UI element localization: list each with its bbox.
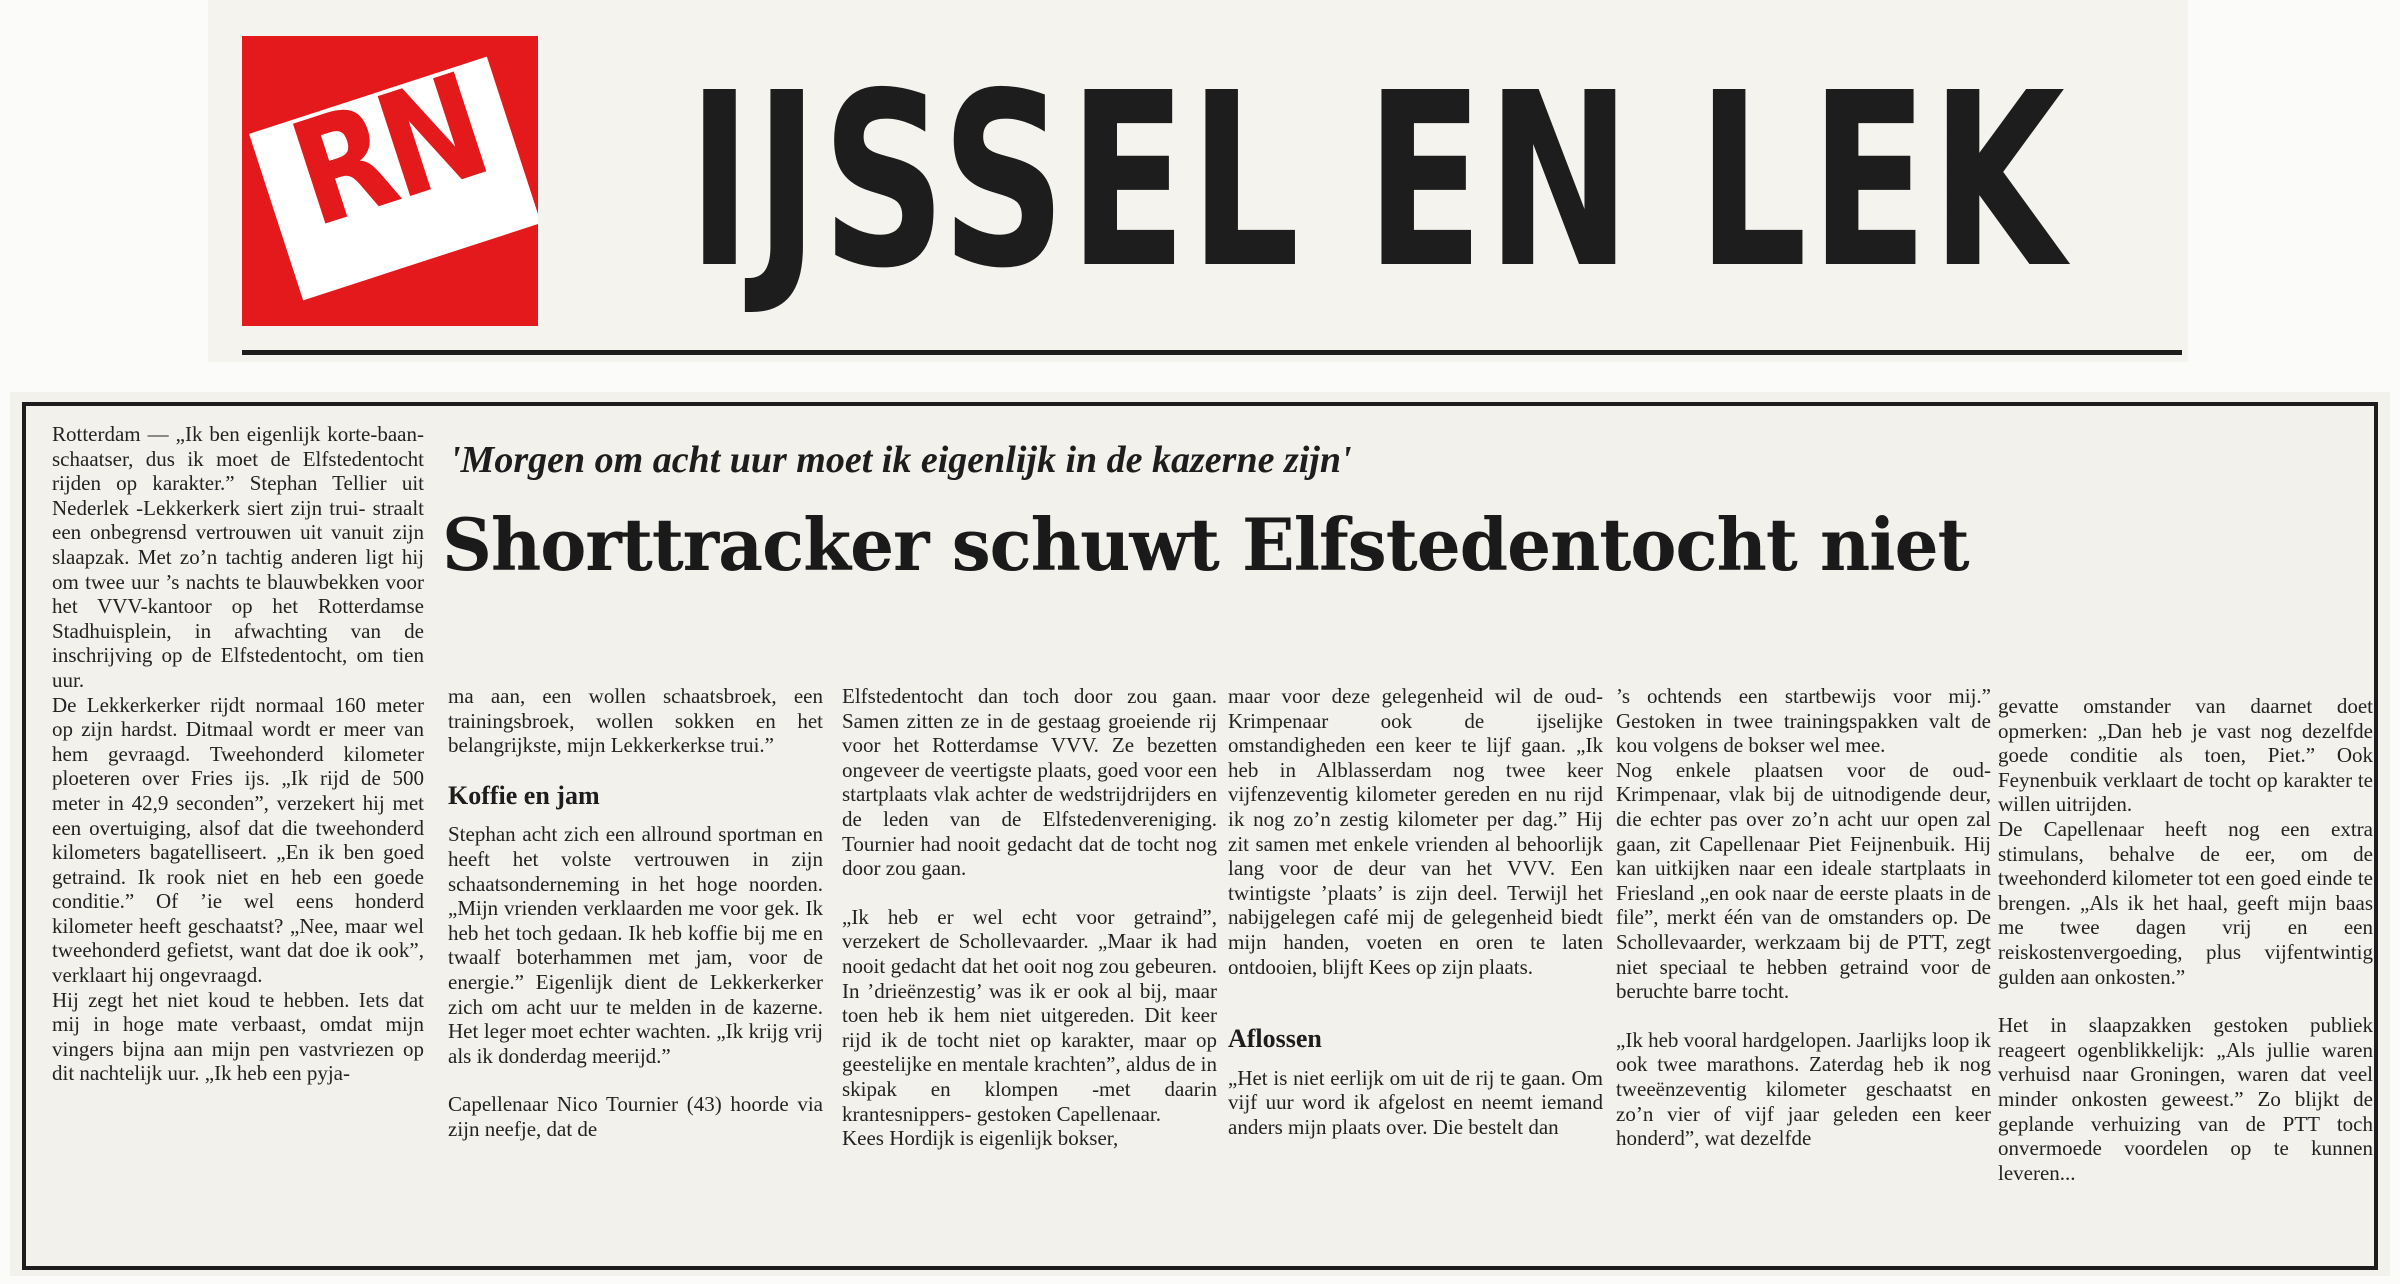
article-paragraph: Kees Hordijk is eigenlijk bokser, <box>842 1126 1119 1151</box>
article-subhead: Koffie en jam <box>448 780 600 810</box>
article-subhead: Aflossen <box>1228 1024 1322 1054</box>
article-paragraph: maar voor deze gelegenheid wil de oud-Krimpenaar ook de ijselijke omstandigheden een keer te lijf gaan. „Ik heb in Alblasserdam nog twee keer vijfenzeventig kilometer gereden en nu rijd ik nog zo’n zestig kilometer per dag.” Hij zit samen met enkele vrienden al behoorlijk lang voor de deur van het VVV. Een twintigste ’plaats’ is zijn deel. Terwijl het nabijgelegen café mij de gelegenheid biedt mijn handen, voeten en oren te laten ontdooien, blijft Kees op zijn plaats. <box>1228 684 1603 979</box>
article-column-intro <box>52 422 424 1086</box>
paragraph-gap <box>1616 1004 1991 1028</box>
article-clipping <box>10 392 2390 1276</box>
article-paragraph: „Ik heb er wel echt voor getraind”, verzekert de Schollevaarder. „Maar ik had nooit gedacht dat het ooit nog zou gebeuren. In ’drieënzestig’ was ik er ook al bij, maar toen heb ik hem niet uitgereden. Dit keer rijd ik de tocht niet op karakter, maar op geestelijke en mentale krachten”, aldus de in skipak en klompen -met daarin krantesnippers- gestoken Capellenaar. <box>842 904 1217 1126</box>
masthead <box>208 0 2188 362</box>
paragraph-gap <box>448 1068 823 1092</box>
article-column-3 <box>842 684 1217 1151</box>
article-paragraph: „Ik heb vooral hardgelopen. Jaarlijks loop ik ook twee marathons. Zaterdag heb ik nog tweeënzeventig kilometer geschaatst en zo’n vier of vijf jaar geleden een keer honderd”, wat dezelfde <box>1616 1027 1991 1151</box>
article-column-5 <box>1616 684 1991 1151</box>
article-paragraph: Het in slaapzakken gestoken publiek reageert ogenblikkelijk: „Als jullie waren verhuisd naar Groningen, waren dat veel minder onkosten geweest.” Zo blijkt de geplande verhuizing van de PTT toch onvermoede voordelen op te kunnen leveren... <box>1998 1013 2373 1185</box>
article-headline <box>442 502 2362 587</box>
article-paragraph: Hij zegt het niet koud te hebben. Iets dat mij in hoge mate verbaast, omdat mijn vingers bijna aan mijn pen vastvriezen op dit nachtelijk uur. „Ik heb een pyja- <box>52 987 424 1086</box>
paragraph-gap <box>1998 989 2373 1013</box>
paragraph-gap <box>842 881 1217 905</box>
article-column-2 <box>448 684 823 1142</box>
masthead-title <box>568 0 2188 362</box>
article-column-4 <box>1228 684 1603 1140</box>
masthead-rule <box>242 350 2182 355</box>
article-paragraph: Nog enkele plaatsen voor de oud-Krimpenaar, vlak bij de uitnodigende deur, die echter pas over zo’n acht uur open zal gaan, zit Capellenaar Piet Feijnenbuik. Hij kan uitkijken naar een ideale startplaats in Friesland „en ook naar de eerste plaats in de file”, merkt één van de omstanders op. De Schollevaarder, werkzaam bij de PTT, zegt niet speciaal te hebben getraind voor de beruchte barre tocht. <box>1616 757 1991 1004</box>
article-paragraph: „Het is niet eerlijk om uit de rij te gaan. Om vijf uur word ik afgelost en neemt iemand anders mijn plaats over. Die bestelt dan <box>1228 1065 1603 1139</box>
article-paragraph: De Capellenaar heeft nog een extra stimulans, behalve de eer, om de tweehonderd kilometer tot een goed einde te brengen. „Als ik het haal, geeft mijn baas me twee dagen vrij en een reiskostenvergoeding, plus vijfentwintig gulden aan onkosten.” <box>1998 816 2373 989</box>
article-paragraph: ma aan, een wollen schaatsbroek, een trainingsbroek, wollen sokken en het belangrijkste, mijn Lekkerkerkse trui.” <box>448 684 823 758</box>
article-kicker: 'Morgen om acht uur moet ik eigenlijk in de kazerne zijn' <box>450 439 1352 481</box>
article-paragraph: Rotterdam — „Ik ben eigenlijk korte-baan-schaatser, dus ik moet de Elfstedentocht rijden op karakter.” Stephan Tellier uit Nederlek -Lekkerkerk siert zijn trui- straalt een onbegrensd vertrouwen uit vanuit zijn slaapzak. Met zo’n tachtig anderen ligt hij om twee uur ’s nachts te blauwbekken voor het VVV-kantoor op het Rotterdamse Stadhuisplein, in afwachting van de inschrijving op de Elfstedentocht, om tien uur. <box>52 422 424 692</box>
rn-logo <box>242 36 538 326</box>
article-paragraph: De Lekkerkerker rijdt normaal 160 meter op zijn hardst. Ditmaal wordt er meer van hem gevraagd. Tweehonderd kilometer ploeteren over Fries ijs. „Ik rijd de 500 meter in 42,9 seconden”, verzekert hij met een overtuiging, alsof dat die tweehonderd kilometers bagatelliseert. „En ik ben goed getraind. Ik rook niet en heb een goede conditie.” Of ’ie wel eens honderd kilometer heeft geschaatst? „Nee, maar wel tweehonderd gefietst, want dat doe ik ook”, verklaart hij ongevraagd. <box>52 692 424 988</box>
article-paragraph: ’s ochtends een startbewijs voor mij.” Gestoken in twee trainingspakken valt de kou volgens de bokser wel mee. <box>1616 684 1991 758</box>
article-paragraph: Capellenaar Nico Tournier (43) hoorde via zijn neefje, dat de <box>448 1092 823 1141</box>
article-column-6 <box>1998 694 2373 1185</box>
article-paragraph: gevatte omstander van daarnet doet opmerken: „Dan heb je vast nog dezelfde goede conditie als toen, Piet.” Ook Feynenbuik verklaart de tocht op karakter te willen uitrijden. <box>1998 694 2373 817</box>
article-paragraph: Stephan acht zich een allround sportman en heeft het volste vertrouwen in zijn schaatsonderneming in het hoge noorden. „Mijn vrienden verklaarden me voor gek. Ik heb het toch gedaan. Ik heb koffie bij me en twaalf boterhammen met jam, voor de energie.” Eigenlijk dient de Lekkerkerker zich om acht uur te melden in de kazerne. Het leger moet echter wachten. „Ik krijg vrij als ik donderdag meerijd.” <box>448 822 823 1068</box>
masthead-title-text: IJSSEL EN LEK <box>687 41 2069 321</box>
logo-text: RN <box>273 41 503 260</box>
article-headline-text: Shorttracker schuwt Elfstedentocht niet <box>442 502 1969 587</box>
article-paragraph: Elfstedentocht dan toch door zou gaan. Samen zitten ze in de gestaag groeiende rij voor het Rotterdamse VVV. Ze bezetten ongeveer de veertigste plaats, goed voor een startplaats vlak achter de wedstrijdrijders en de leden van de Elfstedenvereniging. Tournier had nooit gedacht dat de tocht nog door zou gaan. <box>842 684 1217 881</box>
